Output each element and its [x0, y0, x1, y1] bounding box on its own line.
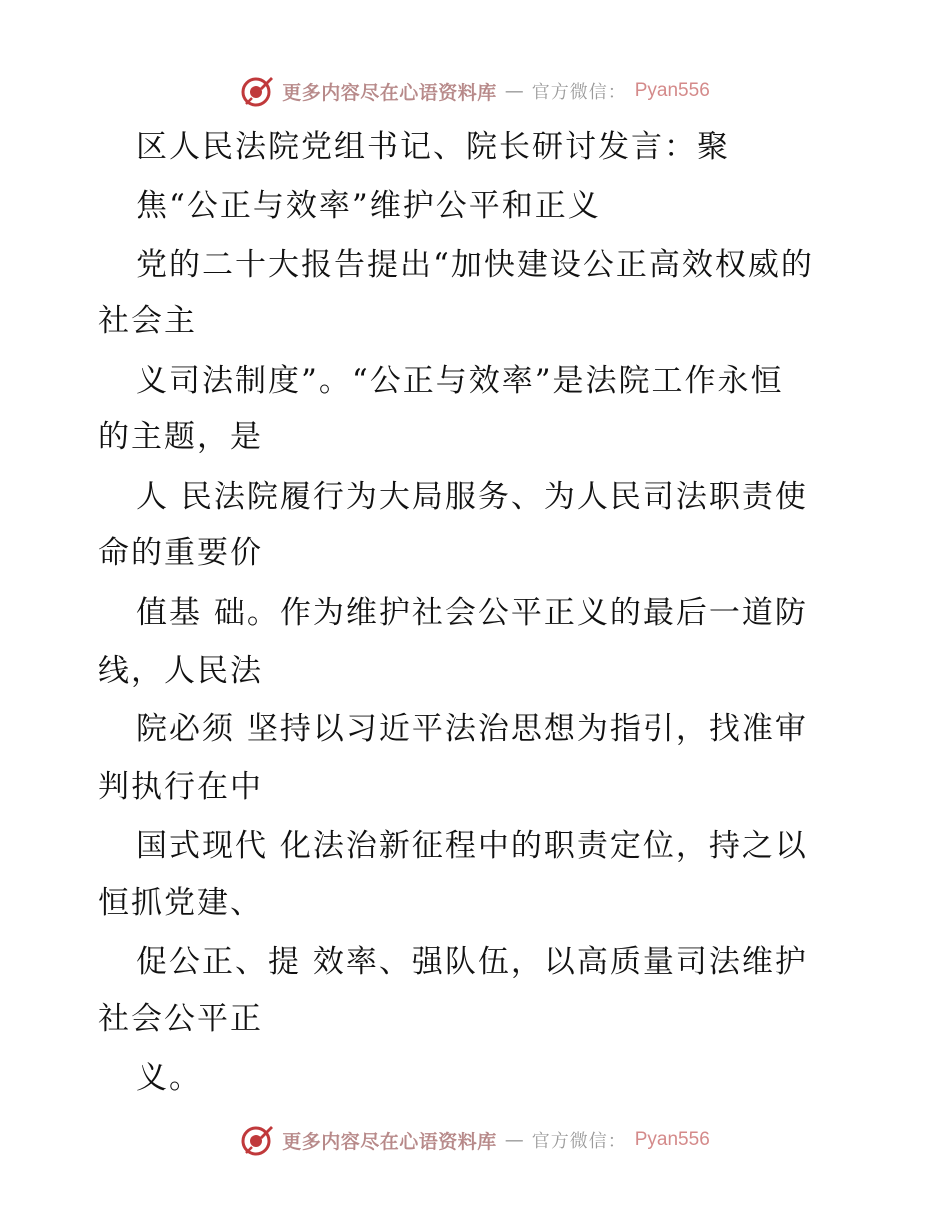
banner-wechat-id: Pyan556 — [634, 1129, 710, 1150]
banner-separator: — — [504, 80, 524, 102]
banner-separator: — — [504, 1129, 524, 1151]
paragraph-line: 促公正、提 效率、强队伍，以高质量司法维护 — [136, 944, 808, 980]
doc-title-line-2: 焦“公正与效率”维护公平和正义 — [136, 188, 601, 224]
paragraph-line: 的主题，是 — [98, 419, 263, 455]
paragraph-line: 判执行在中 — [98, 769, 263, 805]
paragraph-line: 命的重要价 — [98, 535, 263, 571]
pen-nib-logo-icon — [240, 1123, 274, 1157]
paragraph-line: 党的二十大报告提出“加快建设公正高效权威的 — [136, 247, 814, 283]
paragraph-line: 线，人民法 — [98, 653, 263, 689]
banner-wechat-label: 官方微信： — [531, 82, 627, 103]
paragraph-line: 义。 — [136, 1060, 202, 1096]
paragraph-line: 社会公平正 — [98, 1001, 263, 1037]
doc-title-line-1: 区人民法院党组书记、院长研讨发言：聚 — [136, 129, 730, 165]
paragraph-line: 院必须 坚持以习近平法治思想为指引，找准审 — [136, 711, 808, 747]
paragraph-line: 恒抓党建、 — [98, 885, 263, 921]
paragraph-line: 值基 础。作为维护社会公平正义的最后一道防 — [136, 595, 808, 631]
banner-title: 更多内容尽在心语资料库 — [282, 1130, 497, 1153]
paragraph-line: 义司法制度”。“公正与效率”是法院工作永恒 — [136, 363, 784, 399]
paragraph-line: 国式现代 化法治新征程中的职责定位，持之以 — [136, 828, 808, 864]
header-banner — [0, 71, 950, 111]
footer-banner — [0, 1120, 950, 1160]
banner-wechat-label: 官方微信： — [531, 1131, 627, 1152]
paragraph-line: 社会主 — [98, 303, 197, 339]
banner-wechat-id: Pyan556 — [634, 80, 710, 101]
paragraph-line: 人 民法院履行为大局服务、为人民司法职责使 — [136, 479, 808, 515]
pen-nib-logo-icon — [240, 74, 274, 108]
banner-title: 更多内容尽在心语资料库 — [282, 81, 497, 104]
